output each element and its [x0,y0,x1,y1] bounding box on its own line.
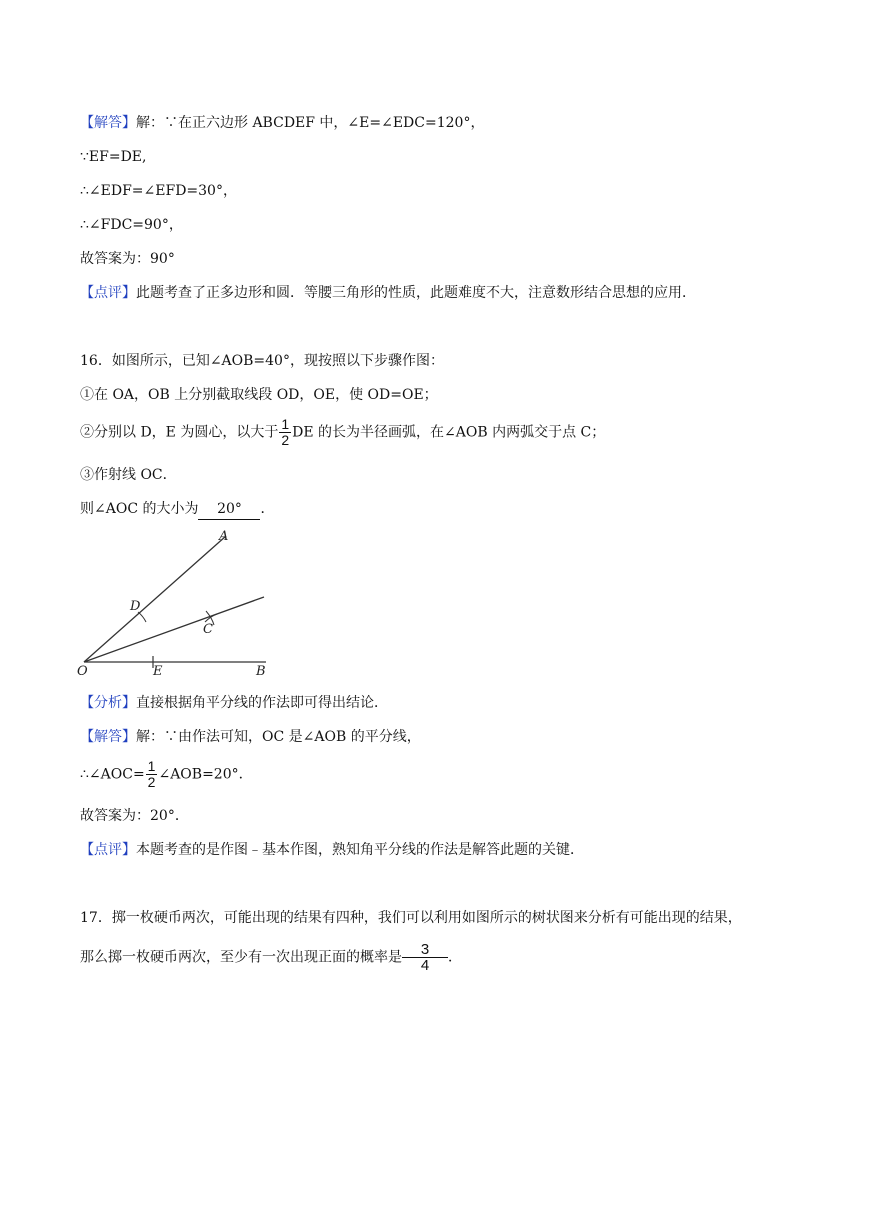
q15-solution-text-2: ∵EF=DE, [80,149,147,165]
q17-line-1: 17．掷一枚硬币两次，可能出现的结果有四种，我们可以利用如图所示的树状图来分析有可能出现的结果， [80,910,742,926]
q15-answer-line: 故答案为：90° [80,251,175,267]
fraction-den: 2 [147,774,156,790]
q15-solution-text-3: ∴∠EDF=∠EFD=30°， [80,183,237,199]
q16-question-post: ． [260,501,275,517]
label-a: A [219,529,229,544]
solution-tag: 【解答】 [80,729,136,745]
q16-question [80,499,274,520]
label-o: O [77,664,88,679]
fraction-num: 3 [420,941,430,958]
q16-step2-post: DE 的长为半径画弧，在∠AOB 内两弧交于点 C； [292,424,606,441]
q16-step2 [80,417,605,448]
fraction-den: 4 [402,957,448,973]
q16-solution-2-post: ∠AOB=20°． [158,766,253,783]
q16-solution-text-3: 故答案为：20°． [80,808,189,824]
ray-oc [84,597,264,662]
q15-comment-line [80,283,696,303]
q15-comment-text: 此题考查了正多边形和圆．等腰三角形的性质，此题难度不大，注意数形结合思想的应用． [136,285,696,301]
q17-line2-pre: 那么掷一枚硬币两次，至少有一次出现正面的概率是 [80,949,402,966]
q17-line-2 [80,942,462,973]
solution-tag: 【解答】 [80,115,136,131]
fraction-num: 1 [147,758,156,774]
q15-solution-line [80,113,484,133]
angle-bisector-figure [76,528,276,680]
comment-tag: 【点评】 [80,285,136,301]
ray-oa [84,536,226,662]
fraction-half [146,759,158,790]
q16-step1: ①在 OA，OB 上分别截取线段 OD，OE，使 OD=OE； [80,387,438,403]
q16-analysis-line [80,693,388,713]
q15-solution-text-4: ∴∠FDC=90°， [80,217,183,233]
q15-solution-text-1: 解：∵在正六边形 ABCDEF 中，∠E=∠EDC=120°， [136,115,485,131]
q16-solution-line [80,727,421,747]
q16-stem: 16．如图所示，已知∠AOB=40°，现按照以下步骤作图： [80,353,444,369]
analysis-tag: 【分析】 [80,695,136,711]
fraction-den: 2 [281,432,290,448]
q17-line2-post: ． [448,949,462,966]
fraction-num: 1 [281,416,290,432]
q16-step3: ③作射线 OC． [80,467,177,483]
label-b: B [256,664,266,679]
q16-solution-2-pre: ∴∠AOC= [80,766,145,783]
q16-analysis-text: 直接根据角平分线的作法即可得出结论． [136,695,388,711]
label-d: D [130,599,141,614]
label-e: E [153,664,163,679]
q16-answer-blank: 20° [198,499,260,520]
q16-step2-pre: ②分别以 D，E 为圆心，以大于 [80,424,279,441]
label-c: C [203,622,213,637]
q16-comment-text: 本题考查的是作图﹣基本作图，熟知角平分线的作法是解答此题的关键． [136,842,584,858]
comment-tag: 【点评】 [80,842,136,858]
fraction-half [279,417,291,448]
q16-solution-text-2 [80,759,253,790]
q16-question-pre: 则∠AOC 的大小为 [80,501,199,517]
q16-solution-text-1: 解：∵由作法可知，OC 是∠AOB 的平分线， [136,729,421,745]
q16-comment-line [80,840,584,860]
q17-answer-fraction [402,942,448,973]
